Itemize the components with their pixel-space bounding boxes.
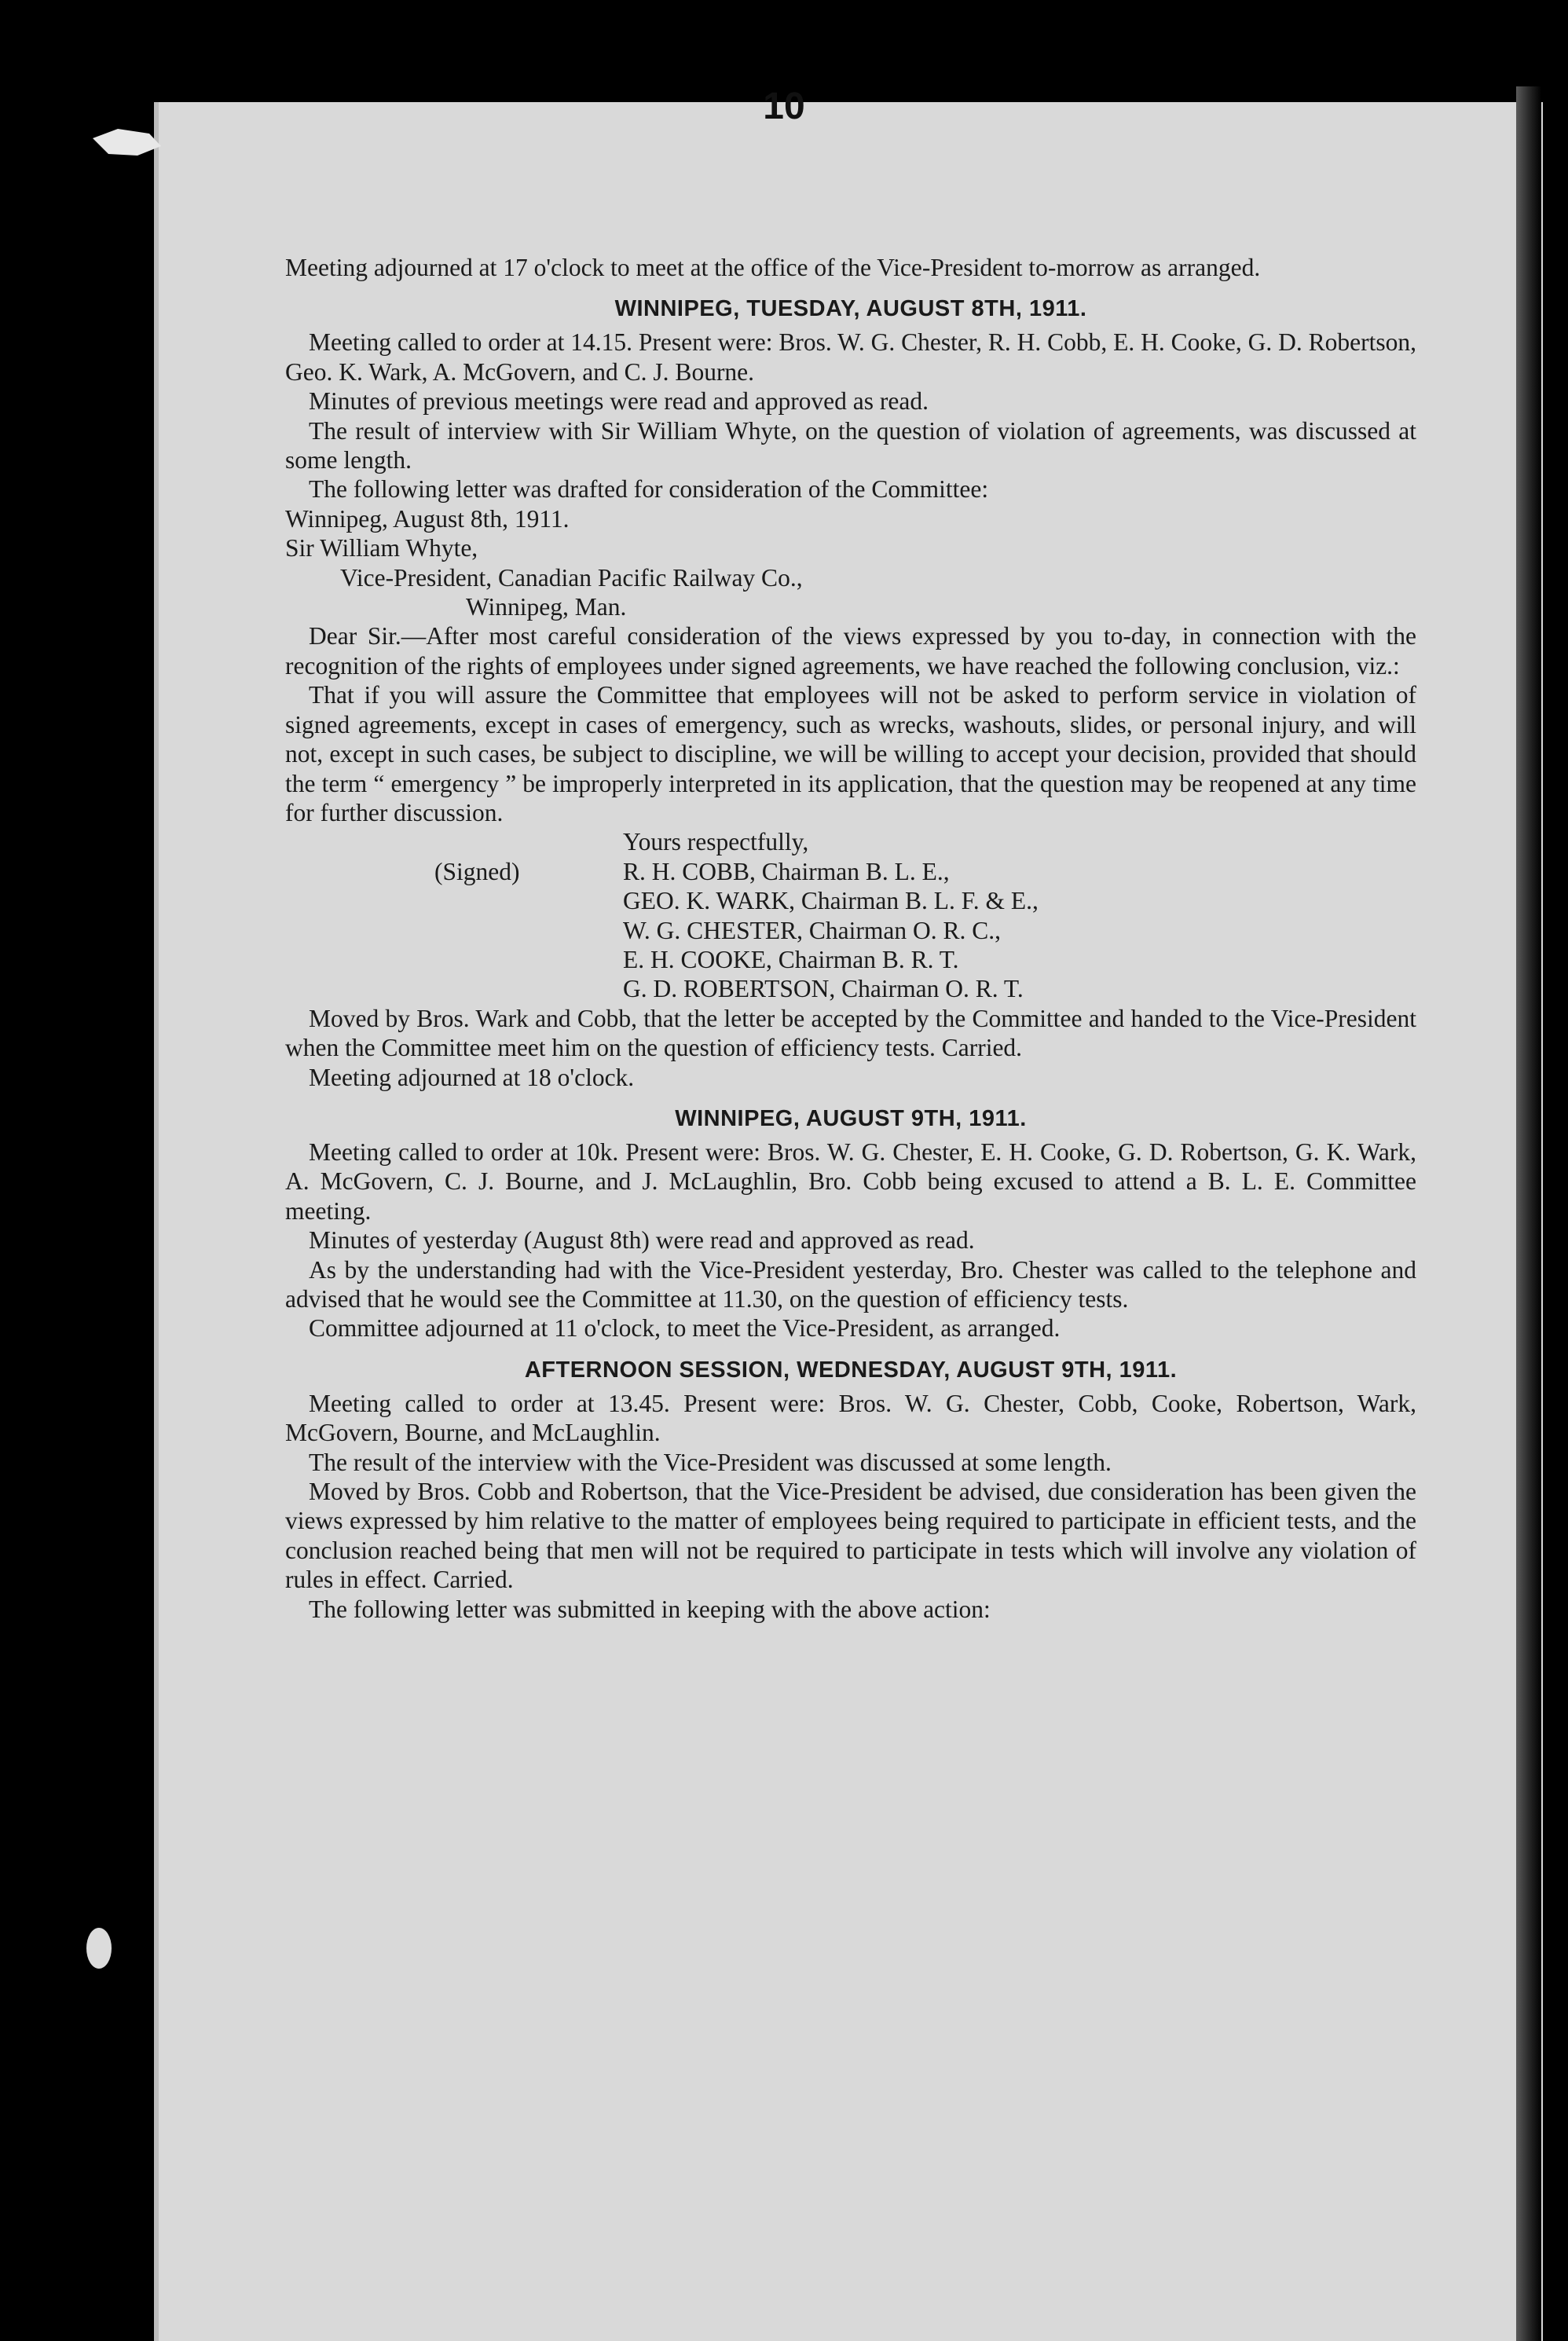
letter-address-line: Vice-President, Canadian Pacific Railway Co., — [340, 563, 803, 592]
signatory: W. G. CHESTER, Chairman O. R. C., — [623, 916, 1001, 944]
paragraph: The following letter was drafted for consideration of the Committee: — [309, 475, 989, 504]
paragraph: Committee adjourned at 11 o'clock, to meet the Vice-President, as arranged. — [309, 1314, 1061, 1343]
section-heading: AFTERNOON SESSION, WEDNESDAY, AUGUST 9TH, 1911. — [524, 1357, 1178, 1383]
letter-address-line: Sir William Whyte, — [285, 534, 478, 562]
paragraph: The following letter was submitted in keeping with the above action: — [309, 1595, 991, 1623]
scan-speck-top — [93, 129, 161, 156]
letter-date: Winnipeg, August 8th, 1911. — [285, 504, 570, 533]
signatory: G. D. ROBERTSON, Chairman O. R. T. — [623, 975, 1024, 1003]
signatory: R. H. COBB, Chairman B. L. E., — [623, 857, 950, 885]
section-heading: WINNIPEG, TUESDAY, AUGUST 8TH, 1911. — [614, 296, 1087, 322]
paragraph: Moved by Bros. Cobb and Robertson, that the Vice-President be advised, due consideration has been given the views expressed by him relative to the matter of employees being required to participate in efficient tests, and the conclusion reached being that men will not be required to participate in tests which will involve any violation of rules in effect. Carried. — [285, 1478, 1416, 1594]
paragraph: Meeting called to order at 10k. Present were: Bros. W. G. Chester, E. H. Cooke, G. D. Robertson, G. K. Wark, A. McGovern, C. J. Bourne, and J. McLaughlin, Bro. Cobb being excused to attend a B. L. E. Committee meeting. — [285, 1138, 1416, 1225]
document-body — [285, 253, 1416, 1624]
paragraph: The result of the interview with the Vice-President was discussed at some length. — [309, 1448, 1112, 1476]
letter-paragraph: That if you will assure the Committee that employees will not be asked to perform service in violation of signed agreements, except in cases of emergency, such as wrecks, washouts, slides, or personal injury, and will not, except in such cases, be subject to discipline, we will be willing to accept your decision, provided that should the term “ emergency ” be improperly interpreted in its application, that the question may be reopened at any time for further discussion. — [285, 681, 1416, 826]
paragraph: Meeting called to order at 14.15. Present were: Bros. W. G. Chester, R. H. Cobb, E. H. Cooke, G. D. Robertson, Geo. K. Wark, A. McGovern, and C. J. Bourne. — [285, 328, 1416, 386]
paragraph: The result of interview with Sir William Whyte, on the question of violation of agreements, was discussed at some length. — [285, 416, 1416, 474]
paragraph: Meeting adjourned at 18 o'clock. — [309, 1063, 635, 1091]
section-heading: WINNIPEG, AUGUST 9TH, 1911. — [675, 1105, 1027, 1131]
paragraph: Moved by Bros. Wark and Cobb, that the letter be accepted by the Committee and handed to the Vice-President when the Committee meet him on the question of efficiency tests. Carried. — [285, 1004, 1416, 1062]
signature-block — [285, 827, 1416, 1003]
letter-paragraph: Dear Sir.—After most careful consideration of the views expressed by you to-day, in connection with the recognition of the rights of employees under signed agreements, we have reached the following conclusion, viz.: — [285, 622, 1416, 680]
paragraph: Meeting called to order at 13.45. Present were: Bros. W. G. Chester, Cobb, Cooke, Robertson, Wark, McGovern, Bourne, and McLaughlin. — [285, 1389, 1416, 1447]
scan-speck-left — [86, 1928, 112, 1969]
signatory: GEO. K. WARK, Chairman B. L. F. & E., — [623, 887, 1039, 915]
page-number: 10 — [763, 86, 805, 127]
signed-label: (Signed) — [434, 857, 520, 885]
paragraph: Minutes of previous meetings were read and approved as read. — [309, 387, 929, 416]
paragraph: As by the understanding had with the Vice-President yesterday, Bro. Chester was called to the telephone and advised that he would see the Committee at 11.30, on the question of efficiency tests. — [285, 1255, 1416, 1313]
letter-closing: Yours respectfully, — [623, 828, 809, 856]
paragraph: Minutes of yesterday (August 8th) were read and approved as read. — [309, 1226, 975, 1255]
letter-address-line: Winnipeg, Man. — [466, 593, 627, 621]
paragraph: Meeting adjourned at 17 o'clock to meet at the office of the Vice-President to-morrow as arranged. — [285, 254, 1261, 281]
signatory: E. H. COOKE, Chairman B. R. T. — [623, 945, 959, 973]
